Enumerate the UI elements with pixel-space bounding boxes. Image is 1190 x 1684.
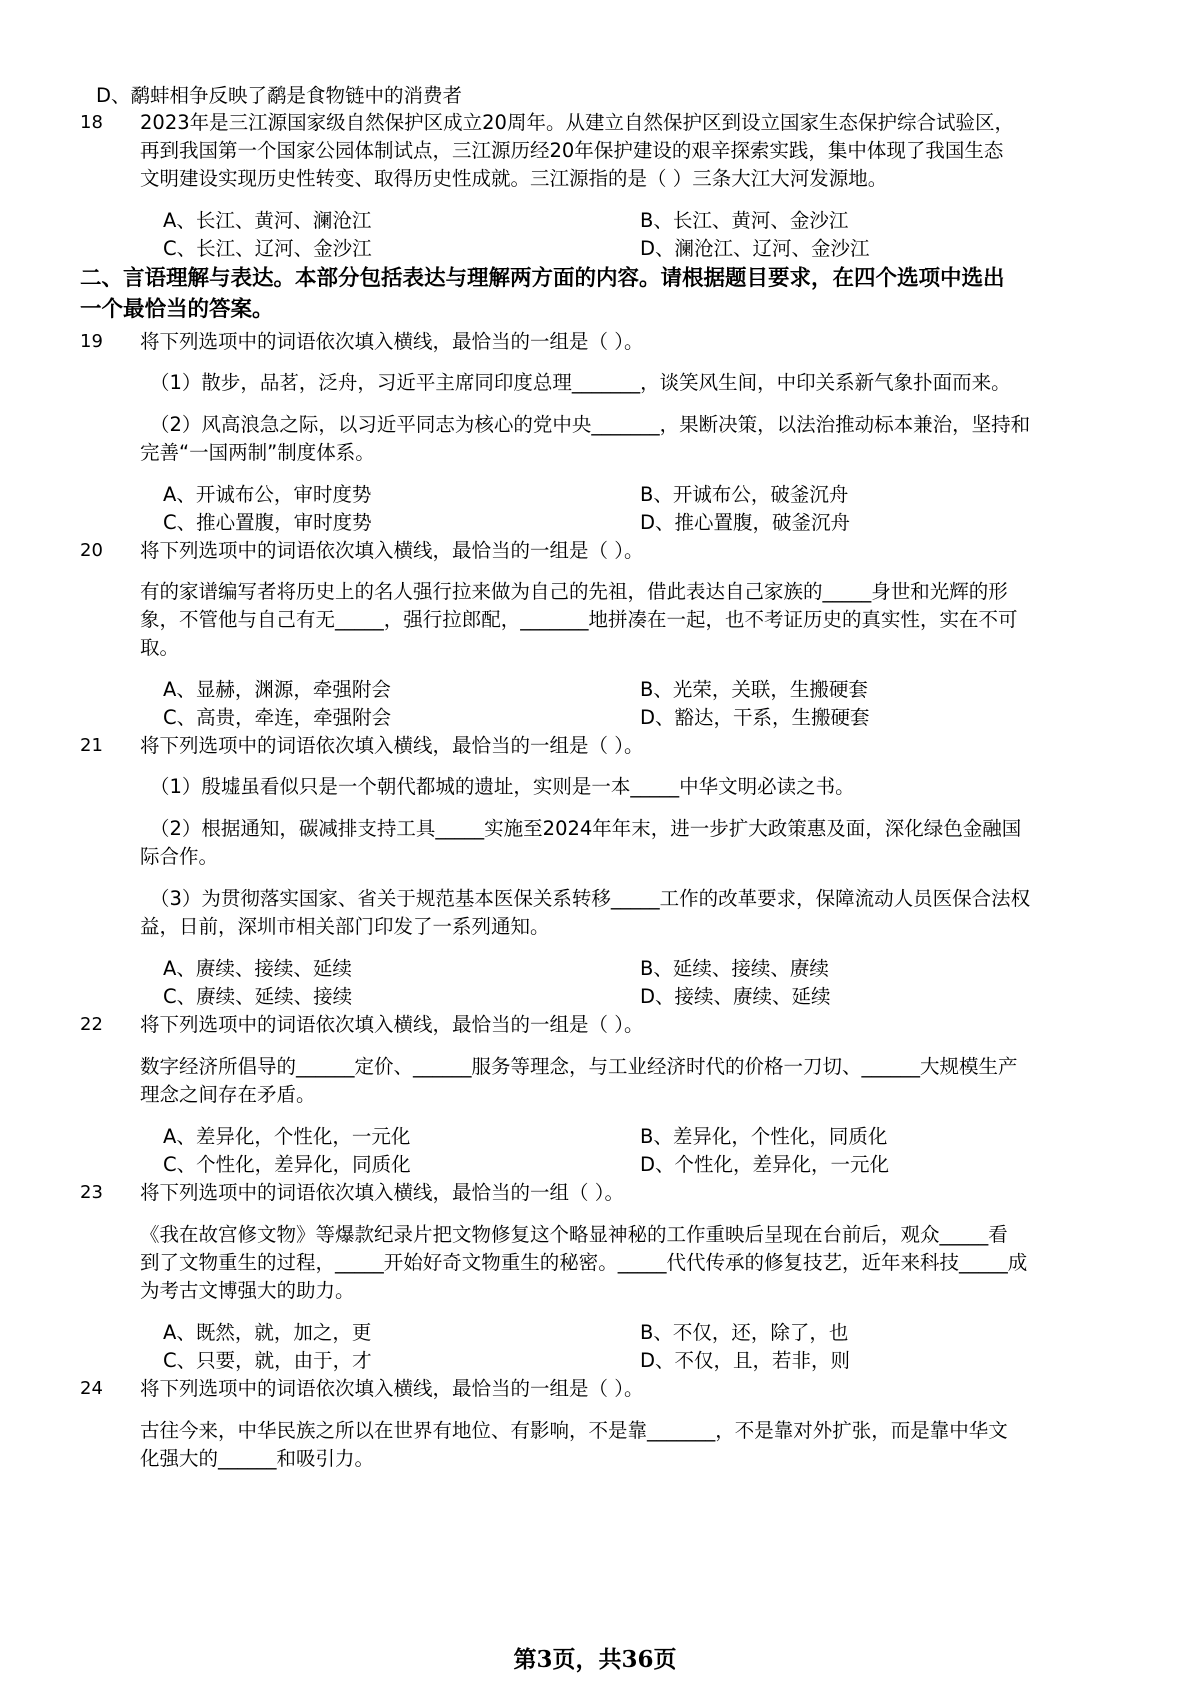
q23-option-c: C、只要，就，由于，才 [163, 1349, 372, 1372]
section-heading-line: 一个最恰当的答案。 [80, 297, 274, 322]
question-21-sentence-3-cont: 益，日前，深圳市相关部门印发了一系列通知。 [140, 915, 550, 938]
q19-option-d: D、推心置腹，破釜沉舟 [640, 511, 851, 534]
q22-option-a: A、差异化，个性化，一元化 [163, 1125, 411, 1148]
q18-option-a: A、长江、黄河、澜沧江 [163, 209, 372, 232]
passage-line: 取。 [140, 636, 180, 659]
question-18-line: 文明建设实现历史性转变、取得历史性成就。三江源指的是（ ）三条大江大河发源地。 [140, 167, 888, 190]
question-21-stem: 将下列选项中的词语依次填入横线，最恰当的一组是（ ）。 [140, 734, 644, 757]
q23-option-a: A、既然，就，加之，更 [163, 1321, 372, 1344]
question-number-21: 21 [80, 735, 103, 756]
prev-question-option-d: D、鹬蚌相争反映了鹬是食物链中的消费者 [96, 84, 463, 107]
question-18-line: 再到我国第一个国家公园体制试点，三江源历经20年保护建设的艰辛探索实践，集中体现了我国生态 [140, 139, 1004, 162]
passage-line: 数字经济所倡导的______定价、______服务等理念，与工业经济时代的价格一刀切、______大规模生产 [140, 1055, 1018, 1078]
passage-line: 《我在故宫修文物》等爆款纪录片把文物修复这个略显神秘的工作重映后呈现在台前后，观众_____看 [140, 1223, 1008, 1246]
q21-option-b: B、延续、接续、赓续 [640, 957, 829, 980]
question-19-sentence-2 [150, 411, 1030, 439]
question-19-sentence-2-cont: 完善“一国两制”制度体系。 [140, 441, 375, 464]
question-21-sentence-1: （1）殷墟虽看似只是一个朝代都城的遗址，实则是一本_____中华文明必读之书。 [150, 775, 855, 798]
q19-option-a: A、开诚布公，审时度势 [163, 483, 372, 506]
passage-line: 为考古文博强大的助力。 [140, 1279, 355, 1302]
question-number-20: 20 [80, 540, 103, 561]
question-number-19: 19 [80, 331, 103, 352]
q20-option-a: A、显赫，渊源，牵强附会 [163, 678, 391, 701]
passage-line: 化强大的______和吸引力。 [140, 1447, 375, 1470]
q18-option-d: D、澜沧江、辽河、金沙江 [640, 237, 870, 260]
passage-line: 到了文物重生的过程，_____开始好奇文物重生的秘密。_____代代传承的修复技艺，近年来科技_____成 [140, 1251, 1028, 1274]
q21-option-d: D、接续、赓续、延续 [640, 985, 831, 1008]
passage-line: 有的家谱编写者将历史上的名人强行拉来做为自己的先祖，借此表达自己家族的_____身世和光辉的形 [140, 580, 1008, 603]
question-number-22: 22 [80, 1014, 103, 1035]
page-footer: 第3页，共36页 [513, 1646, 677, 1673]
section-heading [80, 263, 1005, 325]
passage-line: 古往今来，中华民族之所以在世界有地位、有影响，不是靠_______，不是靠对外扩张，而是靠中华文 [140, 1419, 1008, 1442]
question-number-23: 23 [80, 1182, 103, 1203]
q19-option-b: B、开诚布公，破釜沉舟 [640, 483, 849, 506]
q18-option-b: B、长江、黄河、金沙江 [640, 209, 849, 232]
question-24-passage [140, 1417, 1008, 1473]
sentence-line: （2）风高浪急之际，以习近平同志为核心的党中央_______，果断决策，以法治推动标本兼治，坚持和 [150, 413, 1031, 436]
question-19-sentence-1: （1）散步，品茗，泛舟，习近平主席同印度总理_______，谈笑风生间，中印关系新气象扑面而来。 [150, 371, 1011, 394]
section-heading-line: 二、言语理解与表达。本部分包括表达与理解两方面的内容。请根据题目要求，在四个选项中选出 [80, 266, 1005, 291]
question-18-line: 2023年是三江源国家级自然保护区成立20周年。从建立自然保护区到设立国家生态保护综合试验区， [140, 111, 1014, 134]
question-24-stem: 将下列选项中的词语依次填入横线，最恰当的一组是（ ）。 [140, 1377, 644, 1400]
q22-option-b: B、差异化，个性化，同质化 [640, 1125, 888, 1148]
question-18-stem [140, 109, 1014, 193]
question-20-passage [140, 578, 1018, 662]
question-23-passage [140, 1221, 1027, 1305]
question-number-18: 18 [80, 112, 103, 133]
q21-option-a: A、赓续、接续、延续 [163, 957, 352, 980]
q20-option-c: C、高贵，牵连，牵强附会 [163, 706, 392, 729]
q22-option-c: C、个性化，差异化，同质化 [163, 1153, 411, 1176]
question-21-sentence-2: （2）根据通知，碳减排支持工具_____实施至2024年年末，进一步扩大政策惠及面，深化绿色金融国 [150, 817, 1022, 840]
question-19-stem: 将下列选项中的词语依次填入横线，最恰当的一组是（ ）。 [140, 330, 644, 353]
passage-line: 理念之间存在矛盾。 [140, 1083, 316, 1106]
question-22-passage [140, 1053, 1018, 1109]
q21-option-c: C、赓续、延续、接续 [163, 985, 353, 1008]
q23-option-b: B、不仅，还，除了，也 [640, 1321, 849, 1344]
q23-option-d: D、不仅，且，若非，则 [640, 1349, 851, 1372]
q20-option-d: D、豁达，干系，生搬硬套 [640, 706, 870, 729]
q18-option-c: C、长江、辽河、金沙江 [163, 237, 372, 260]
question-21-sentence-2-cont: 际合作。 [140, 845, 219, 868]
q22-option-d: D、个性化，差异化，一元化 [640, 1153, 890, 1176]
question-20-stem: 将下列选项中的词语依次填入横线，最恰当的一组是（ ）。 [140, 539, 644, 562]
q20-option-b: B、光荣，关联，生搬硬套 [640, 678, 868, 701]
question-22-stem: 将下列选项中的词语依次填入横线，最恰当的一组是（ ）。 [140, 1013, 644, 1036]
question-23-stem: 将下列选项中的词语依次填入横线，最恰当的一组（ ）。 [140, 1181, 624, 1204]
passage-line: 象，不管他与自己有无_____，强行拉郎配，_______地拼凑在一起，也不考证历史的真实性，实在不可 [140, 608, 1018, 631]
q19-option-c: C、推心置腹，审时度势 [163, 511, 372, 534]
question-21-sentence-3: （3）为贯彻落实国家、省关于规范基本医保关系转移_____工作的改革要求，保障流动人员医保合法权 [150, 887, 1031, 910]
question-number-24: 24 [80, 1378, 103, 1399]
